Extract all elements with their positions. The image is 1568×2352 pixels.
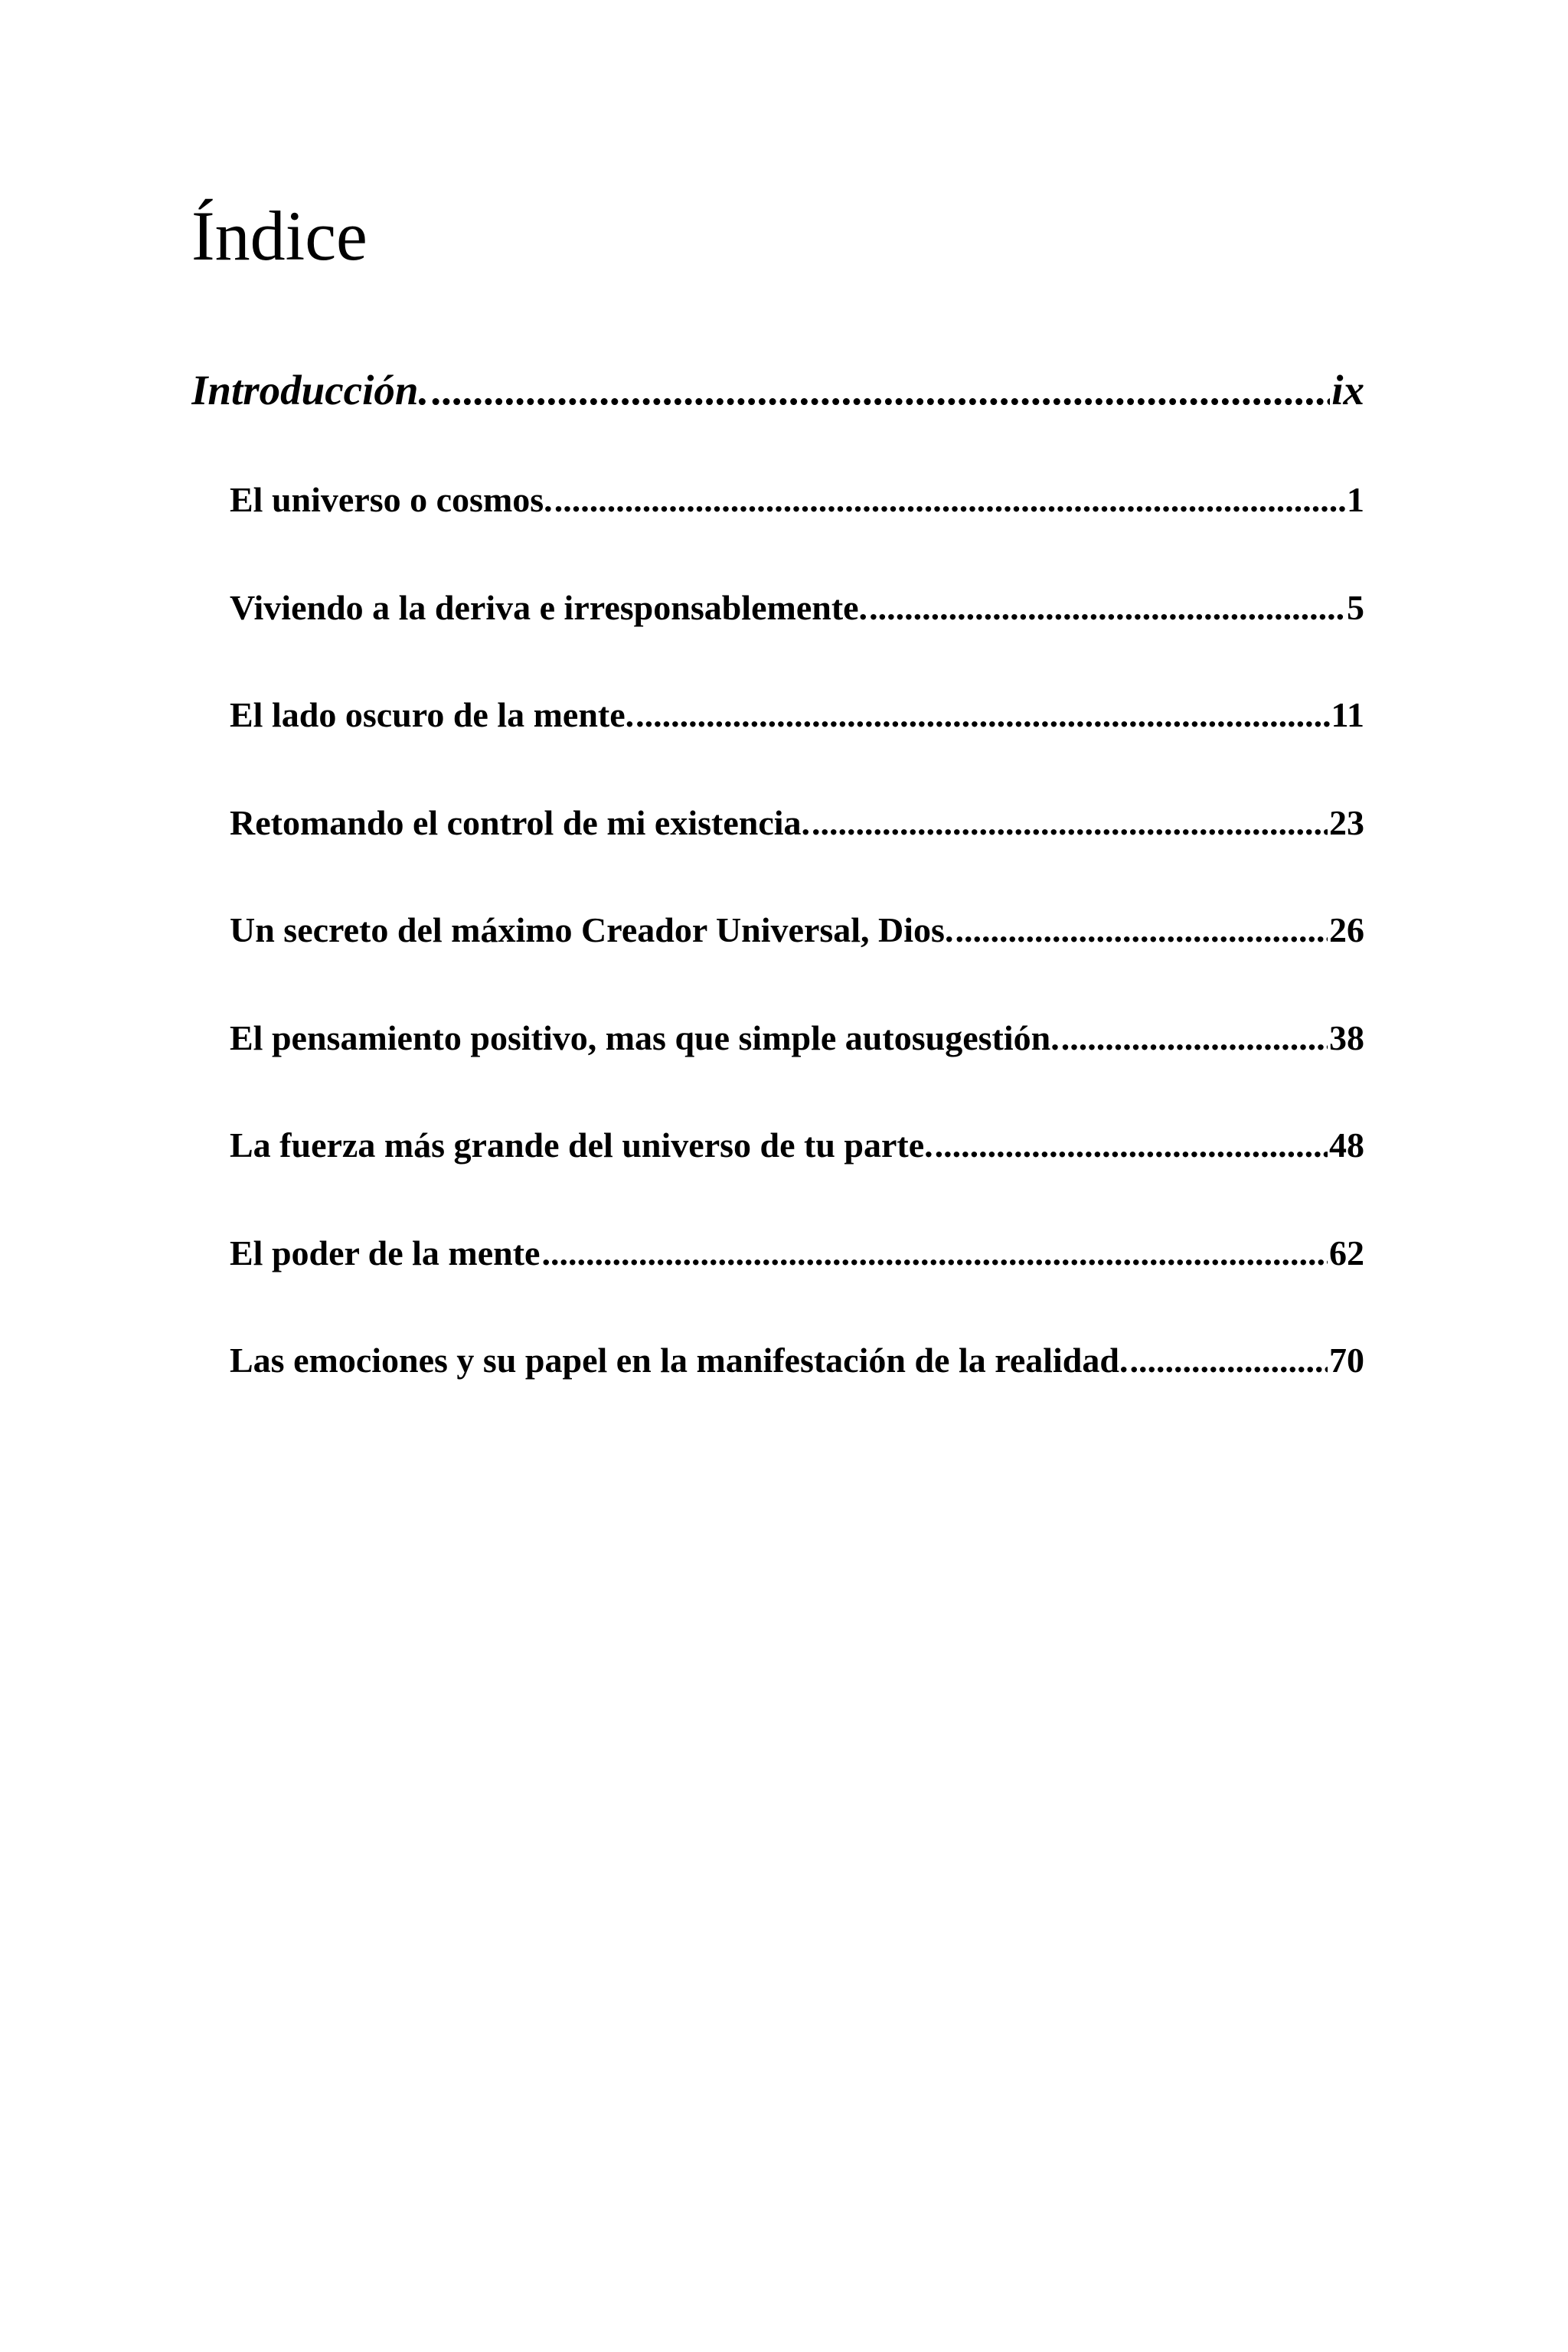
dot-leader [869, 587, 1345, 628]
toc-entry-label: El lado oscuro de la mente. [230, 695, 635, 734]
toc-entry-page-number: 11 [1331, 695, 1364, 734]
toc-entry-label: Un secreto del máximo Creador Universal, Dios. [230, 910, 954, 949]
toc-entry-page-number: 1 [1347, 480, 1364, 519]
toc-entry[interactable] [230, 479, 1364, 520]
dot-leader [635, 694, 1329, 735]
toc-entry-page-number: 5 [1347, 588, 1364, 627]
toc-entry-page-number: 70 [1329, 1341, 1364, 1380]
toc-entry[interactable] [230, 1233, 1364, 1273]
toc-entry[interactable] [230, 1340, 1364, 1380]
dot-leader [812, 802, 1328, 843]
page-title: Índice [191, 197, 368, 275]
toc-entry[interactable] [230, 1125, 1364, 1165]
dot-leader [554, 479, 1345, 520]
toc-entry-page-number: 48 [1329, 1125, 1364, 1165]
toc-entry-page-number: 26 [1329, 910, 1364, 949]
toc-entry-label: El poder de la mente [230, 1233, 541, 1272]
toc-entry-introduccion[interactable] [191, 366, 1364, 414]
toc-entry-page-number: 23 [1329, 803, 1364, 842]
toc-entry[interactable] [230, 910, 1364, 950]
toc-entry-label: Viviendo a la deriva e irresponsablemente. [230, 588, 868, 627]
dot-leader [955, 910, 1328, 950]
dot-leader [935, 1125, 1328, 1165]
toc-entry[interactable] [230, 587, 1364, 628]
toc-entry-label: Retomando el control de mi existencia. [230, 803, 811, 842]
toc-entry-label: Introducción. [191, 367, 430, 413]
dot-leader [1061, 1018, 1328, 1058]
toc-entry-label: El pensamiento positivo, mas que simple autosugestión. [230, 1018, 1060, 1057]
toc-entry[interactable] [230, 802, 1364, 843]
dot-leader [430, 366, 1330, 414]
toc-entry-label: La fuerza más grande del universo de tu parte. [230, 1125, 933, 1165]
toc-entry[interactable] [230, 1018, 1364, 1058]
toc-entry-page-number: 62 [1329, 1233, 1364, 1272]
dot-leader [541, 1233, 1328, 1273]
toc-entry-label: El universo o cosmos. [230, 480, 553, 519]
toc-entry-label: Las emociones y su papel en la manifestación de la realidad. [230, 1341, 1129, 1380]
toc-entry[interactable] [230, 694, 1364, 735]
toc-entry-page-number: 38 [1329, 1018, 1364, 1057]
toc-entry-page-number: ix [1331, 367, 1364, 413]
dot-leader [1129, 1340, 1328, 1380]
